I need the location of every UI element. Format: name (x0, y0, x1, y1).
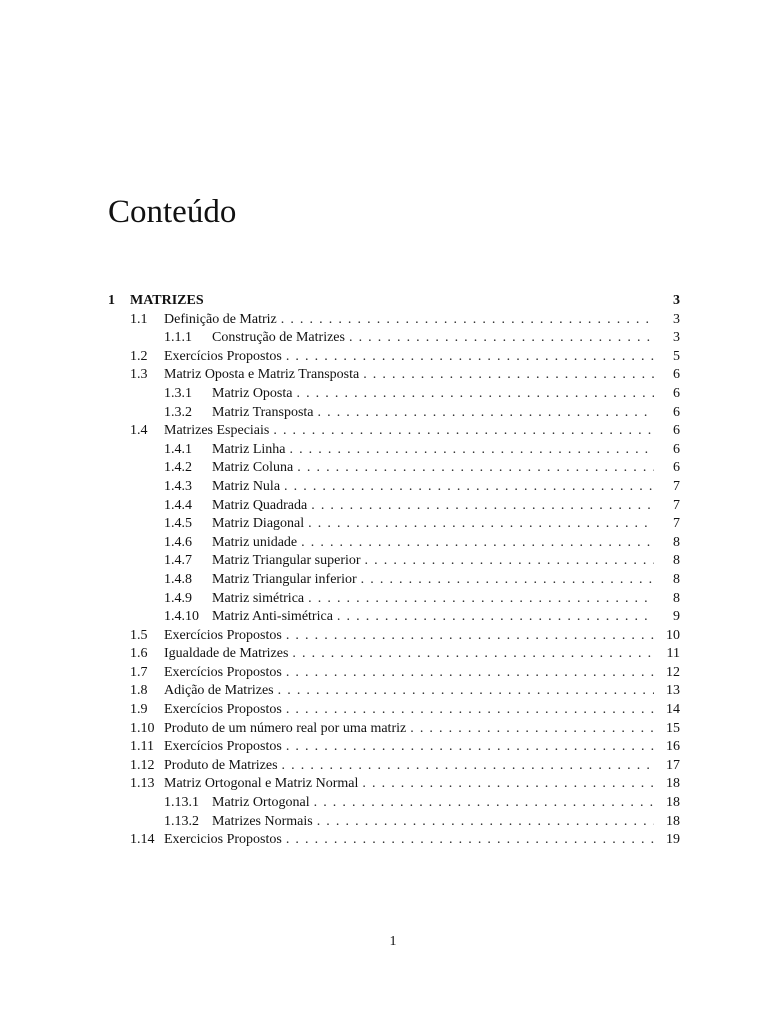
toc-entry-section[interactable] (108, 366, 680, 385)
toc-entry-page: 18 (666, 776, 680, 792)
toc-entry-page: 3 (673, 311, 680, 327)
toc-entry-number: 1.14 (130, 832, 155, 848)
toc-leader-dots (286, 664, 654, 683)
toc-entry-number: 1.12 (130, 757, 155, 773)
toc-leader-dots (281, 311, 654, 330)
toc-entry-page: 6 (673, 423, 680, 439)
toc-entry-subsection[interactable] (108, 497, 680, 516)
toc-entry-number: 1.4.1 (164, 441, 192, 457)
table-of-contents (108, 292, 680, 850)
toc-entry-section[interactable] (108, 701, 680, 720)
toc-entry-section[interactable] (108, 664, 680, 683)
toc-entry-title: Matrizes Especiais (164, 423, 270, 439)
toc-entry-title: Exercícios Propostos (164, 664, 282, 680)
toc-entry-number: 1.13.2 (164, 813, 199, 829)
toc-entry-page: 15 (666, 720, 680, 736)
toc-leader-dots (349, 329, 654, 348)
toc-entry-title: Exercicios Propostos (164, 832, 282, 848)
toc-entry-section[interactable] (108, 645, 680, 664)
toc-entry-title: Matriz Ortogonal e Matriz Normal (164, 776, 359, 792)
toc-entry-subsection[interactable] (108, 608, 680, 627)
toc-leader-dots (410, 720, 654, 739)
toc-entry-page: 18 (666, 813, 680, 829)
toc-entry-title: Adição de Matrizes (164, 683, 274, 699)
toc-leader-dots (286, 627, 654, 646)
toc-entry-section[interactable] (108, 311, 680, 330)
toc-entry-section[interactable] (108, 775, 680, 794)
toc-entry-title: Construção de Matrizes (212, 330, 345, 346)
toc-entry-number: 1.5 (130, 627, 148, 643)
toc-leader-dots (286, 831, 654, 850)
toc-entry-subsection[interactable] (108, 459, 680, 478)
toc-entry-title: Matriz simétrica (212, 590, 305, 606)
toc-entry-title: Matriz Oposta e Matriz Transposta (164, 367, 360, 383)
toc-leader-dots (301, 534, 654, 553)
toc-entry-title: Matriz Triangular inferior (212, 571, 357, 587)
toc-entry-page: 6 (673, 367, 680, 383)
toc-entry-page: 8 (673, 534, 680, 550)
toc-entry-section[interactable] (108, 720, 680, 739)
toc-entry-title: Matriz Linha (212, 441, 286, 457)
toc-entry-title: Produto de Matrizes (164, 757, 278, 773)
toc-entry-page: 18 (666, 795, 680, 811)
toc-leader-dots (362, 775, 654, 794)
toc-leader-dots (361, 571, 654, 590)
toc-leader-dots (278, 682, 654, 701)
toc-entry-title: Matriz Diagonal (212, 516, 305, 532)
toc-entry-page: 16 (666, 739, 680, 755)
toc-entry-page: 3 (673, 293, 680, 308)
toc-entry-number: 1.4.7 (164, 553, 192, 569)
toc-entry-title: Matriz Transposta (212, 404, 314, 420)
toc-entry-page: 8 (673, 553, 680, 569)
toc-entry-subsection[interactable] (108, 534, 680, 553)
toc-entry-page: 7 (673, 516, 680, 532)
toc-entry-title: Matriz Triangular superior (212, 553, 361, 569)
toc-entry-page: 6 (673, 385, 680, 401)
toc-entry-title: Matriz Ortogonal (212, 795, 310, 811)
toc-leader-dots (318, 404, 655, 423)
toc-entry-title: Exercícios Propostos (164, 627, 282, 643)
toc-entry-section[interactable] (108, 682, 680, 701)
toc-entry-section[interactable] (108, 627, 680, 646)
toc-entry-section[interactable] (108, 738, 680, 757)
toc-entry-number: 1.4.5 (164, 516, 192, 532)
toc-entry-subsection[interactable] (108, 590, 680, 609)
toc-entry-page: 12 (666, 664, 680, 680)
toc-leader-dots (273, 422, 654, 441)
toc-leader-dots (282, 757, 654, 776)
toc-entry-number: 1.7 (130, 664, 148, 680)
toc-entry-number: 1.4.3 (164, 478, 192, 494)
toc-entry-page: 19 (666, 832, 680, 848)
toc-entry-page: 10 (666, 627, 680, 643)
toc-entry-subsection[interactable] (108, 385, 680, 404)
toc-entry-number: 1.10 (130, 720, 155, 736)
toc-entry-title: Matriz Coluna (212, 460, 294, 476)
toc-entry-page: 6 (673, 441, 680, 457)
toc-entry-number: 1.8 (130, 683, 148, 699)
toc-leader-dots (292, 645, 654, 664)
toc-entry-number: 1.4 (130, 423, 148, 439)
toc-entry-subsection[interactable] (108, 813, 680, 832)
toc-entry-title: Igualdade de Matrizes (164, 646, 289, 662)
toc-entry-title: Exercícios Propostos (164, 348, 282, 364)
toc-entry-subsection[interactable] (108, 571, 680, 590)
toc-entry-number: 1.4.9 (164, 590, 192, 606)
toc-entry-number: 1.2 (130, 348, 148, 364)
toc-entry-title: Matrizes Normais (212, 813, 313, 829)
toc-entry-title: MATRIZES (130, 293, 204, 308)
toc-leader-dots (317, 813, 654, 832)
toc-leader-dots (286, 348, 654, 367)
toc-entry-section[interactable] (108, 831, 680, 850)
toc-entry-subsection[interactable] (108, 515, 680, 534)
toc-entry-number: 1.3.2 (164, 404, 192, 420)
toc-entry-number: 1.4.4 (164, 497, 192, 513)
toc-leader-dots (337, 608, 654, 627)
toc-entry-page: 17 (666, 757, 680, 773)
toc-leader-dots (296, 385, 654, 404)
toc-entry-page: 13 (666, 683, 680, 699)
toc-leader-dots (289, 441, 654, 460)
toc-entry-number: 1 (108, 293, 115, 308)
toc-entry-subsection[interactable] (108, 441, 680, 460)
toc-leader-dots (286, 701, 654, 720)
toc-entry-page: 11 (666, 646, 680, 662)
toc-entry-subsection[interactable] (108, 404, 680, 423)
toc-entry-title: Produto de um número real por uma matriz (164, 720, 407, 736)
toc-leader-dots (314, 794, 654, 813)
toc-entry-number: 1.1 (130, 311, 148, 327)
toc-entry-title: Matriz unidade (212, 534, 298, 550)
toc-entry-subsection[interactable] (108, 794, 680, 813)
toc-leader-dots (311, 497, 654, 516)
toc-entry-page: 7 (673, 478, 680, 494)
toc-entry-subsection[interactable] (108, 329, 680, 348)
toc-title: Conteúdo (108, 194, 237, 230)
toc-entry-title: Matriz Oposta (212, 385, 293, 401)
toc-entry-title: Matriz Nula (212, 478, 281, 494)
toc-entry-page: 6 (673, 404, 680, 420)
toc-entry-number: 1.4.6 (164, 534, 192, 550)
toc-leader-dots (365, 552, 654, 571)
toc-entry-chapter[interactable] (108, 292, 680, 311)
toc-entry-page: 14 (666, 702, 680, 718)
toc-leader-dots (308, 590, 654, 609)
toc-entry-section[interactable] (108, 348, 680, 367)
toc-entry-number: 1.1.1 (164, 330, 192, 346)
toc-leader-dots (284, 478, 654, 497)
toc-entry-number: 1.3 (130, 367, 148, 383)
toc-leader-dots (297, 459, 654, 478)
toc-entry-number: 1.9 (130, 702, 148, 718)
toc-entry-page: 6 (673, 460, 680, 476)
page-number: 1 (389, 934, 397, 949)
toc-entry-number: 1.4.2 (164, 460, 192, 476)
toc-entry-number: 1.13.1 (164, 795, 199, 811)
toc-entry-number: 1.4.10 (164, 609, 199, 625)
toc-leader-dots (286, 738, 654, 757)
toc-leader-dots (363, 366, 654, 385)
toc-entry-title: Definição de Matriz (164, 311, 277, 327)
toc-entry-number: 1.4.8 (164, 571, 192, 587)
toc-entry-number: 1.11 (130, 739, 154, 755)
toc-entry-title: Exercícios Propostos (164, 739, 282, 755)
toc-entry-page: 5 (673, 348, 680, 364)
toc-entry-title: Matriz Anti-simétrica (212, 609, 333, 625)
toc-entry-number: 1.6 (130, 646, 148, 662)
toc-entry-page: 8 (673, 590, 680, 606)
toc-entry-section[interactable] (108, 757, 680, 776)
toc-entry-number: 1.3.1 (164, 385, 192, 401)
toc-entry-number: 1.13 (130, 776, 155, 792)
toc-entry-subsection[interactable] (108, 478, 680, 497)
toc-entry-title: Exercícios Propostos (164, 702, 282, 718)
toc-entry-title: Matriz Quadrada (212, 497, 308, 513)
toc-entry-page: 3 (673, 330, 680, 346)
toc-entry-page: 7 (673, 497, 680, 513)
toc-entry-page: 8 (673, 571, 680, 587)
toc-leader-dots (308, 515, 654, 534)
toc-entry-subsection[interactable] (108, 552, 680, 571)
toc-entry-page: 9 (673, 609, 680, 625)
toc-entry-section[interactable] (108, 422, 680, 441)
